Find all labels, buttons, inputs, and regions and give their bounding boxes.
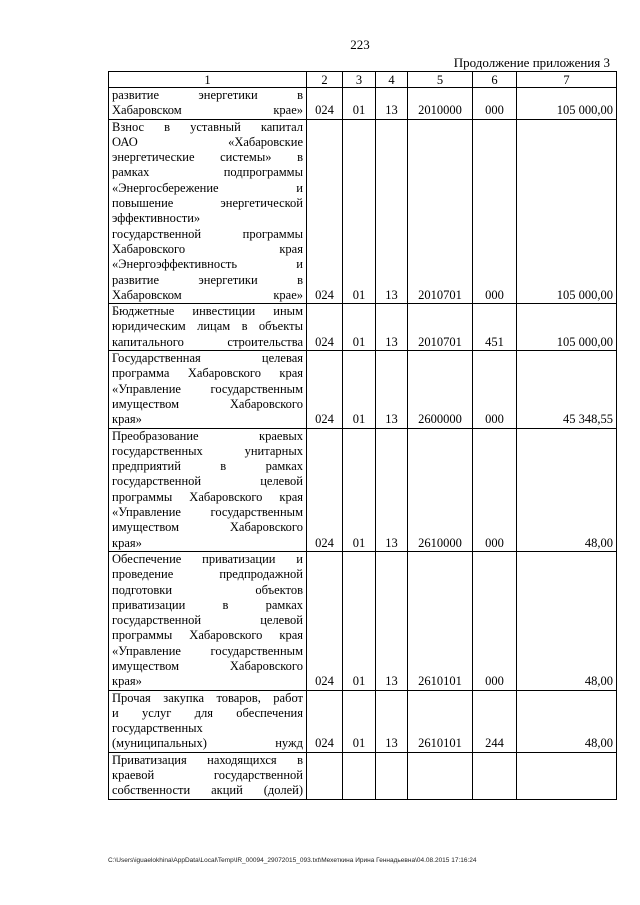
row-name-line: капитального строительства [112,334,303,349]
row-name-line: (муниципальных) нужд [112,736,303,751]
table-row [109,690,617,752]
expense-type-code-cell: 451 [473,304,517,351]
row-name-line: Бюджетные инвестиции иным [112,304,303,319]
row-name-line: программы Хабаровского края [112,489,303,504]
amount-cell: 48,00 [517,551,617,690]
ministry-code-cell: 024 [307,351,343,428]
row-name-line: развитие энергетики в [112,272,303,287]
row-name-line: «Управление государственным [112,643,303,658]
row-name-line: государственной целевой [112,474,303,489]
section-code-cell: 01 [343,304,376,351]
amount-cell: 45 348,55 [517,351,617,428]
subsection-code-cell: 13 [376,351,408,428]
target-item-code-cell: 2010000 [408,88,473,120]
section-code-cell: 01 [343,551,376,690]
row-name-line: Хабаровского края [112,241,303,256]
row-name-cell [109,752,307,799]
target-item-code-cell: 2610101 [408,690,473,752]
row-name-cell [109,551,307,690]
row-name-line: предприятий в рамках [112,459,303,474]
row-name-line: края» [112,674,142,689]
section-code-cell: 01 [343,351,376,428]
continuation-label: Продолжение приложения 3 [453,55,610,70]
ministry-code-cell: 024 [307,88,343,120]
target-item-code-cell: 2010701 [408,119,473,304]
row-name-line: подготовки объектов [112,582,303,597]
table-row [109,551,617,690]
row-name-line: проведение предпродажной [112,567,303,582]
row-name-line: энергетические системы» в [112,150,303,165]
table-row [109,304,617,351]
row-name-line: эффективности» [112,211,201,226]
header-cell: 7 [517,72,617,88]
page-number: 223 [350,37,370,52]
subsection-code-cell: 13 [376,304,408,351]
header-cell: 6 [473,72,517,88]
row-name-line: государственной целевой [112,613,303,628]
row-name-line: приватизации в рамках [112,597,303,612]
expense-type-code-cell: 244 [473,690,517,752]
subsection-code-cell [376,752,408,799]
target-item-code-cell: 2610101 [408,551,473,690]
row-name-line: Взнос в уставный капитал [112,119,303,134]
footer-file-path: C:\Users\iguaelokhina\AppData\Local\Temp\IR_00094_29072015_093.txt\Мехеткина Ирина Геннадьевна\04.08.2015 17:16:24 [108,857,477,864]
row-name-line: повышение энергетической [112,196,303,211]
amount-cell: 105 000,00 [517,304,617,351]
row-name-line: Приватизация находящихся в [112,752,303,767]
table-row [109,88,617,120]
row-name-line: юридическим лицам в объекты [112,319,303,334]
row-name-line: государственных унитарных [112,443,303,458]
row-name-line: Преобразование краевых [112,428,303,443]
row-name-line: Государственная целевая [112,351,303,366]
row-name-line: программы Хабаровского края [112,628,303,643]
row-name-line: собственности акций (долей) [112,783,303,798]
section-code-cell: 01 [343,428,376,551]
ministry-code-cell: 024 [307,690,343,752]
ministry-code-cell: 024 [307,119,343,304]
ministry-code-cell: 024 [307,304,343,351]
row-name-line: Обеспечение приватизации и [112,551,303,566]
amount-cell: 48,00 [517,690,617,752]
row-name-cell [109,351,307,428]
budget-table [108,71,617,800]
table-row [109,119,617,304]
subsection-code-cell: 13 [376,690,408,752]
header-cell: 1 [109,72,307,88]
row-name-line: «Управление государственным [112,381,303,396]
amount-cell [517,752,617,799]
row-name-line: имуществом Хабаровского [112,396,303,411]
row-name-line: края» [112,535,142,550]
row-name-line: «Управление государственным [112,505,303,520]
subsection-code-cell: 13 [376,428,408,551]
row-name-cell [109,88,307,120]
table-row [109,428,617,551]
row-name-line: государственной программы [112,226,303,241]
amount-cell: 105 000,00 [517,119,617,304]
expense-type-code-cell [473,752,517,799]
subsection-code-cell: 13 [376,88,408,120]
row-name-line: имуществом Хабаровского [112,658,303,673]
subsection-code-cell: 13 [376,119,408,304]
section-code-cell: 01 [343,119,376,304]
ministry-code-cell [307,752,343,799]
header-cell: 3 [343,72,376,88]
row-name-line: «Энергосбережение и [112,180,303,195]
table-row [109,752,617,799]
expense-type-code-cell: 000 [473,351,517,428]
amount-cell: 105 000,00 [517,88,617,120]
section-code-cell [343,752,376,799]
row-name-line: Хабаровском крае» [112,287,303,302]
row-name-cell [109,690,307,752]
target-item-code-cell [408,752,473,799]
expense-type-code-cell: 000 [473,88,517,120]
row-name-line: Прочая закупка товаров, работ [112,690,303,705]
row-name-line: развитие энергетики в [112,88,303,102]
amount-cell: 48,00 [517,428,617,551]
expense-type-code-cell: 000 [473,119,517,304]
target-item-code-cell: 2010701 [408,304,473,351]
row-name-line: краевой государственной [112,768,303,783]
row-name-line: «Энергоэффективность и [112,257,303,272]
header-cell: 2 [307,72,343,88]
table-header-row [109,72,617,88]
row-name-line: Хабаровском крае» [112,103,303,118]
expense-type-code-cell: 000 [473,428,517,551]
row-name-line: программа Хабаровского края [112,366,303,381]
row-name-line: рамках подпрограммы [112,165,303,180]
row-name-cell [109,304,307,351]
subsection-code-cell: 13 [376,551,408,690]
ministry-code-cell: 024 [307,551,343,690]
row-name-line: и услуг для обеспечения [112,705,303,720]
header-cell: 4 [376,72,408,88]
section-code-cell: 01 [343,88,376,120]
row-name-line: имуществом Хабаровского [112,520,303,535]
row-name-line: государственных [112,721,203,736]
ministry-code-cell: 024 [307,428,343,551]
row-name-line: ОАО «Хабаровские [112,134,303,149]
row-name-line: края» [112,412,142,427]
expense-type-code-cell: 000 [473,551,517,690]
section-code-cell: 01 [343,690,376,752]
header-cell: 5 [408,72,473,88]
row-name-cell [109,119,307,304]
table-row [109,351,617,428]
target-item-code-cell: 2600000 [408,351,473,428]
target-item-code-cell: 2610000 [408,428,473,551]
row-name-cell [109,428,307,551]
